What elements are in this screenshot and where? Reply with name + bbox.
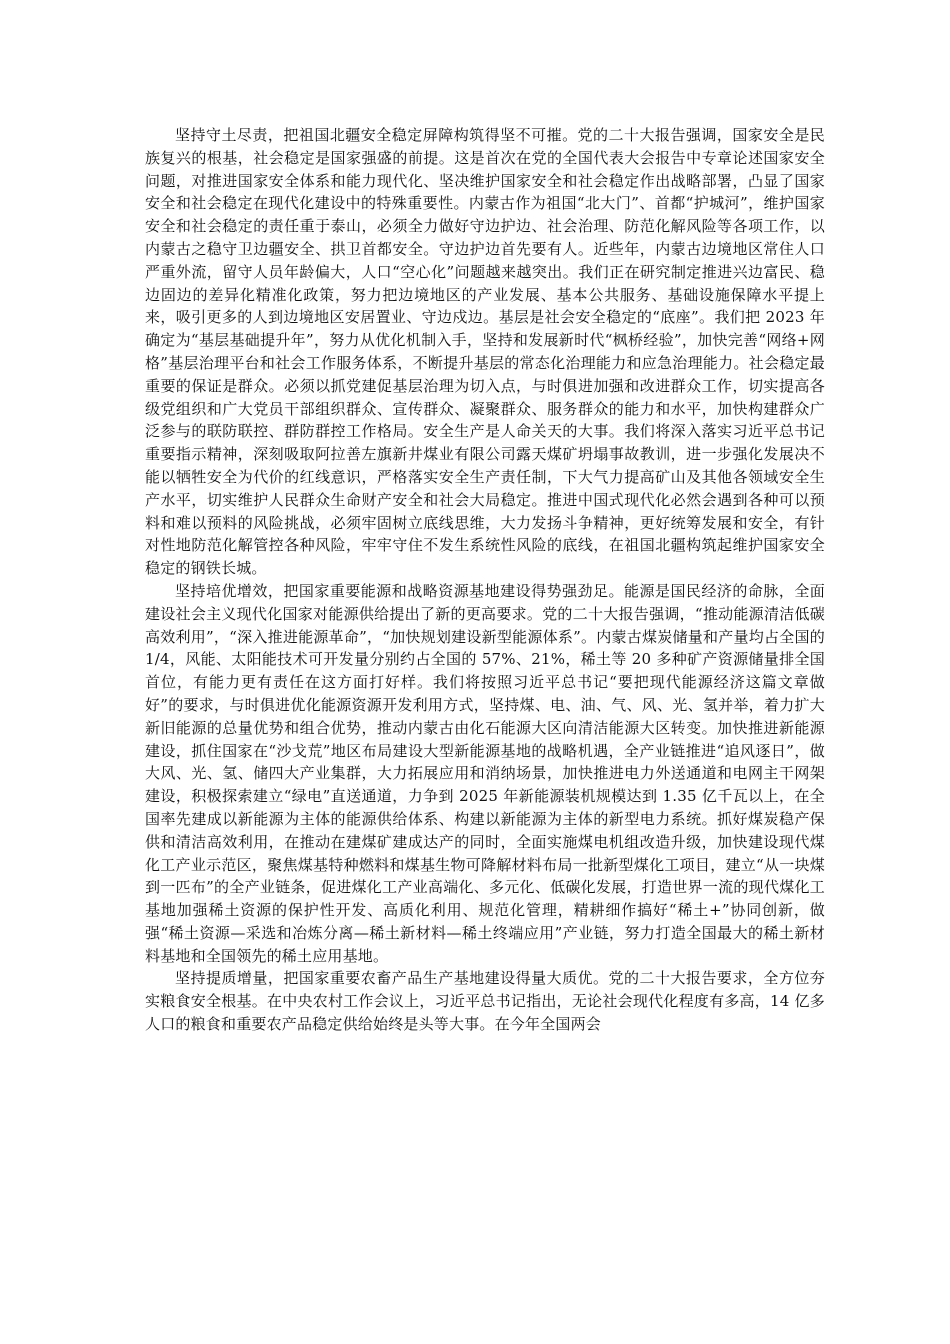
document-body — [145, 124, 825, 1036]
paragraph-agriculture-base: 坚持提质增量，把国家重要农畜产品生产基地建设得量大质优。党的二十大报告要求，全方位夯实粮食安全根基。在中央农村工作会议上，习近平总书记指出，无论社会现代化程度有多高，14 亿多人口的粮食和重要农产品稳定供给始终是头等大事。在今年全国两会 — [145, 969, 825, 1034]
paragraph-energy-base: 坚持培优增效，把国家重要能源和战略资源基地建设得势强劲足。能源是国民经济的命脉，全面建设社会主义现代化国家对能源供给提出了新的更高要求。党的二十大报告强调，“推动能源清洁低碳高效利用”，“深入推进能源革命”，“加快规划建设新型能源体系”。内蒙古煤炭储量和产量均占全国的 1/4，风能、太阳能技术可开发量分别约占全国的 57%、21%，稀土等 20 多种矿产资源储量排全国首位，有能力更有责任在这方面打好样。我们将按照习近平总书记“要把现代能源经济这篇文章做好”的要求，与时俱进优化能源资源开发利用方式，坚持煤、电、油、气、风、光、氢并举，着力扩大新旧能源的总量优势和组合优势，推动内蒙古由化石能源大区向清洁能源大区转变。加快推进新能源建设，抓住国家在“沙戈荒”地区布局建设大型新能源基地的战略机遇，全产业链推进“追风逐日”，做大风、光、氢、储四大产业集群，大力拓展应用和消纳场景，加快推进电力外送通道和电网主干网架建设，积极探索建立“绿电”直送通道，力争到 2025 年新能源装机规模达到 1.35 亿千瓦以上，在全国率先建成以新能源为主体的能源供给体系、构建以新能源为主体的新型电力系统。抓好煤炭稳产保供和清洁高效利用，在推动在建煤矿建成达产的同时，全面实施煤电机组改造升级，加快建设现代煤化工产业示范区，聚焦煤基特种燃料和煤基生物可降解材料布局一批新型煤化工项目，建立“从一块煤到一匹布”的全产业链条，促进煤化工产业高端化、多元化、低碳化发展，打造世界一流的现代煤化工基地加强稀土资源的保护性开发、高质化利用、规范化管理，精耕细作搞好“稀土+”协同创新，做强“稀土资源—采选和冶炼分离—稀土新材料—稀土终端应用”产业链，努力打造全国最大的稀土新材料基地和全国领先的稀土应用基地。 — [145, 581, 825, 965]
paragraph-border-security: 坚持守土尽责，把祖国北疆安全稳定屏障构筑得坚不可摧。党的二十大报告强调，国家安全是民族复兴的根基，社会稳定是国家强盛的前提。这是首次在党的全国代表大会报告中专章论述国家安全问题，对推进国家安全体系和能力现代化、坚决维护国家安全和社会稳定作出战略部署，凸显了国家安全和社会稳定在现代化建设中的特殊重要性。内蒙古作为祖国“北大门”、首都“护城河”，维护国家安全和社会稳定的责任重于泰山，必须全力做好守边护边、社会治理、防范化解风险等各项工作，以内蒙古之稳守卫边疆安全、拱卫首都安全。守边护边首先要有人。近些年，内蒙古边境地区常住人口严重外流，留守人员年龄偏大，人口“空心化”问题越来越突出。我们正在研究制定推进兴边富民、稳边固边的差异化精准化政策，努力把边境地区的产业发展、基本公共服务、基础设施保障水平提上来，吸引更多的人到边境地区安居置业、守边戍边。基层是社会安全稳定的“底座”。我们把 2023 年确定为“基层基础提升年”，努力从优化机制入手，坚持和发展新时代“枫桥经验”，加快完善“网络+网格”基层治理平台和社会工作服务体系，不断提升基层的常态化治理能力和应急治理能力。社会稳定最重要的保证是群众。必须以抓党建促基层治理为切入点，与时俱进加强和改进群众工作，切实提高各级党组织和广大党员干部组织群众、宣传群众、凝聚群众、服务群众的能力和水平，加快构建群众广泛参与的联防联控、群防群控工作格局。安全生产是人命关天的大事。我们将深入落实习近平总书记重要指示精神，深刻吸取阿拉善左旗新井煤业有限公司露天煤矿坍塌事故教训，进一步强化发展决不能以牺牲安全为代价的红线意识，严格落实安全生产责任制，下大气力提高矿山及其他各领域安全生产水平，切实维护人民群众生命财产安全和社会大局稳定。推进中国式现代化必然会遇到各种可以预料和难以预料的风险挑战，必须牢固树立底线思维，大力发扬斗争精神，更好统筹发展和安全，有针对性地防范化解管控各种风险，牢牢守住不发生系统性风险的底线，在祖国北疆构筑起维护国家安全稳定的钢铁长城。 — [145, 126, 825, 578]
